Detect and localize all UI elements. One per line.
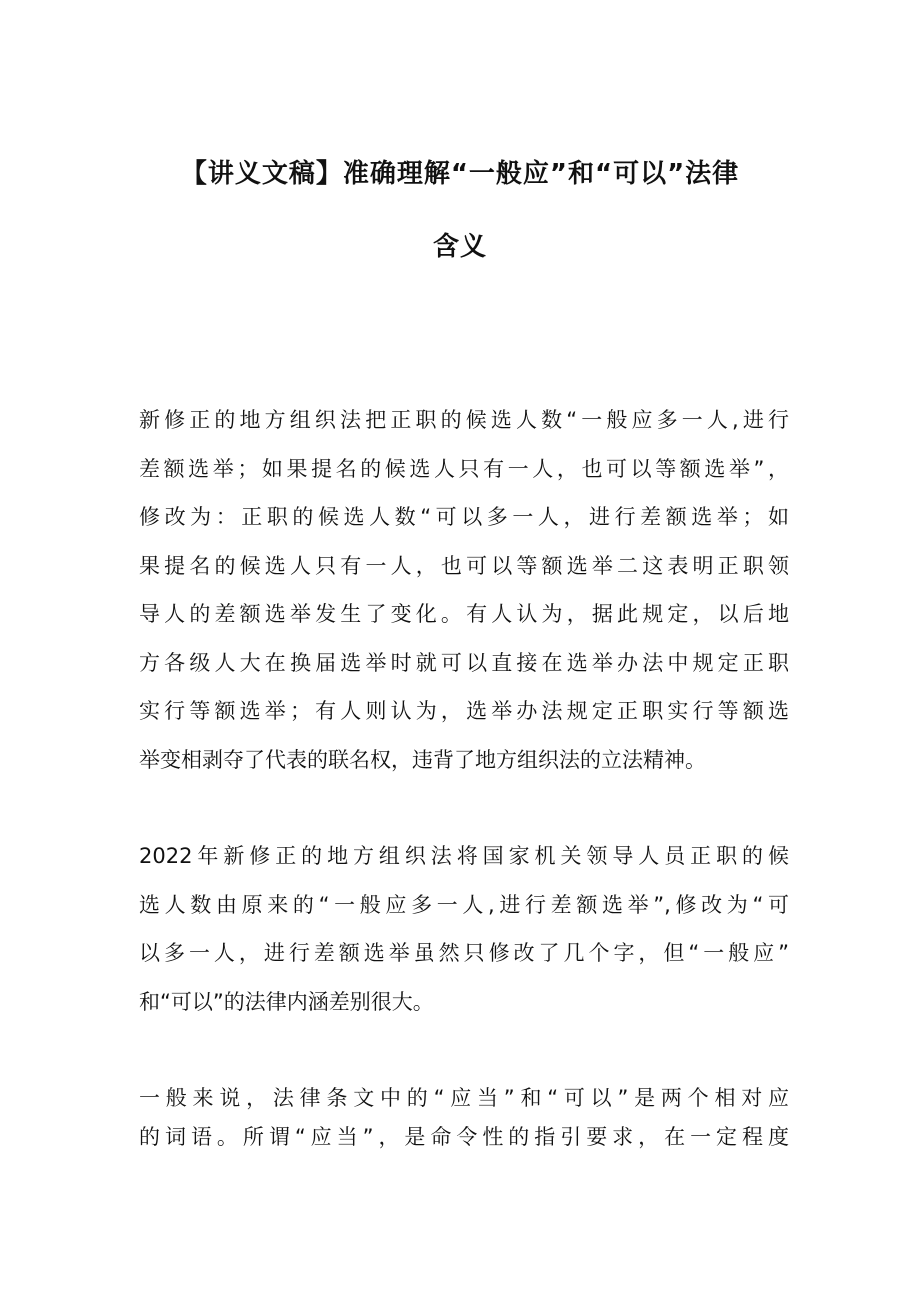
paragraph-3 [139,1079,789,1157]
paragraph-line: 的词语。所谓“应当”，是命令性的指引要求，在一定程度 [139,1125,789,1149]
paragraph-line: 2022年新修正的地方组织法将国家机关领导人员正职的候 [139,844,789,868]
paragraph-line: 新修正的地方组织法把正职的候选人数“一般应多一人,进行 [139,408,789,432]
paragraph-line: 差额选举；如果提名的候选人只有一人，也可以等额选举”， [139,456,789,481]
paragraph-line: 修改为：正职的候选人数“可以多一人，进行差额选举；如 [139,505,789,529]
paragraph-line: 举变相剥夺了代表的联名权，违背了地方组织法的立法精神。 [139,747,706,772]
paragraph-line: 实行等额选举；有人则认为，选举办法规定正职实行等额选 [139,699,789,723]
paragraph-line: 果提名的候选人只有一人，也可以等额选举二这表明正职领 [139,553,789,578]
document-title-line-1: 【讲义文稿】准确理解“一般应”和“可以”法律 [180,159,740,189]
paragraph-line: 一般来说，法律条文中的“应当”和“可以”是两个相对应 [139,1086,789,1110]
document-title-line-2: 含义 [432,232,487,262]
paragraph-2 [139,832,789,1026]
paragraph-1 [139,396,789,784]
paragraph-line: 导人的差额选举发生了变化。有人认为，据此规定，以后地 [139,602,789,626]
paragraph-line: 方各级人大在换届选举时就可以直接在选举办法中规定正职 [139,650,789,675]
paragraph-line: 选人数由原来的“一般应多一人,进行差额选举”,修改为“可 [139,892,789,917]
paragraph-line: 和“可以”的法律内涵差别很大。 [139,989,434,1014]
paragraph-line: 以多一人，进行差额选举虽然只修改了几个字，但“一般应” [139,941,789,965]
